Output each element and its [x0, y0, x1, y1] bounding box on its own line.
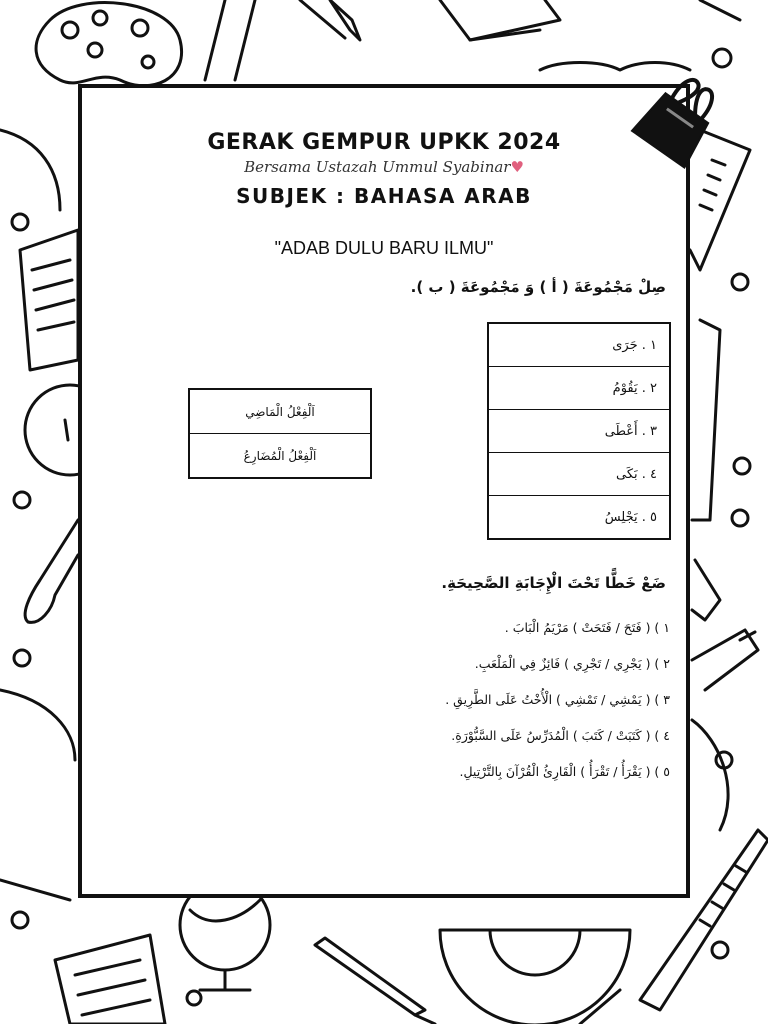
motto: "ADAB DULU BARU ILMU" — [274, 238, 494, 258]
question-item: ٢ ) ( يَجْرِي / تَجْرِي ) فَائِزٌ فِي الْمَلْعَبِ. — [474, 656, 670, 671]
page-title: GERAK GEMPUR UPKK 2024 — [207, 130, 561, 155]
document-icon — [20, 230, 78, 370]
group-a-table — [487, 322, 671, 540]
question-item: ٣ ) ( يَمْشِي / تَمْشِي ) الْأُخْتُ عَلَى الطَّرِيقِ . — [445, 692, 670, 707]
group-a-item: ٣ . أَعْطَى — [488, 410, 670, 453]
group-a-item: ٤ . بَكَى — [488, 453, 670, 496]
protractor-icon — [440, 930, 630, 1024]
group-a-item: ٥ . يَجْلِسُ — [488, 496, 670, 540]
binder-clip-icon — [624, 66, 736, 170]
group-a-item: ١ . جَرَى — [488, 323, 670, 367]
question-list — [110, 610, 670, 790]
notebook-icon — [440, 0, 690, 70]
question-item: ٥ ) ( يَقْرَأُ / تَقْرَأُ ) الْقَارِئُ الْقُرْآنَ بِالتَّرْتِيلِ. — [459, 764, 670, 779]
question-item: ٤ ) ( كَتَبَتْ / كَتَبَ ) الْمُدَرِّسُ عَلَى السَّبُّوْرَةِ. — [451, 728, 670, 743]
group-b-item: اَلْفِعْلُ الْمُضَارِعُ — [189, 434, 371, 479]
marker-icon — [692, 630, 758, 690]
instruction-underline: ضَعْ خَطًّا تَحْتَ الْإِجَابَةِ الصَّحِيحَةِ. — [441, 574, 666, 592]
page-subtitle — [82, 158, 686, 176]
group-a-item: ٢ . يَقُوْمُ — [488, 367, 670, 410]
worksheet — [78, 84, 690, 898]
paper-icon — [55, 935, 165, 1024]
palette-icon — [36, 3, 182, 86]
question-item: ١ ) ( فَتَحَ / فَتَحَتْ ) مَرْيَمُ الْبَابَ . — [504, 620, 670, 635]
subject-label: SUBJEK : BAHASA ARAB — [236, 184, 532, 208]
instruction-match: صِلْ مَجْمُوعَةَ ( أ ) وَ مَجْمُوعَةَ ( ب ). — [410, 278, 666, 296]
pencil-icon — [205, 0, 360, 80]
heart-icon: ♥ — [510, 158, 524, 176]
eraser-icon — [692, 560, 720, 620]
group-b-table — [188, 388, 372, 479]
subtitle-text: Bersama Ustazah Ummul Syabinar — [244, 158, 511, 176]
pen-icon — [315, 938, 435, 1024]
group-b-item: اَلْفِعْلُ الْمَاضِي — [189, 389, 371, 434]
paintbrush-icon — [25, 520, 78, 622]
